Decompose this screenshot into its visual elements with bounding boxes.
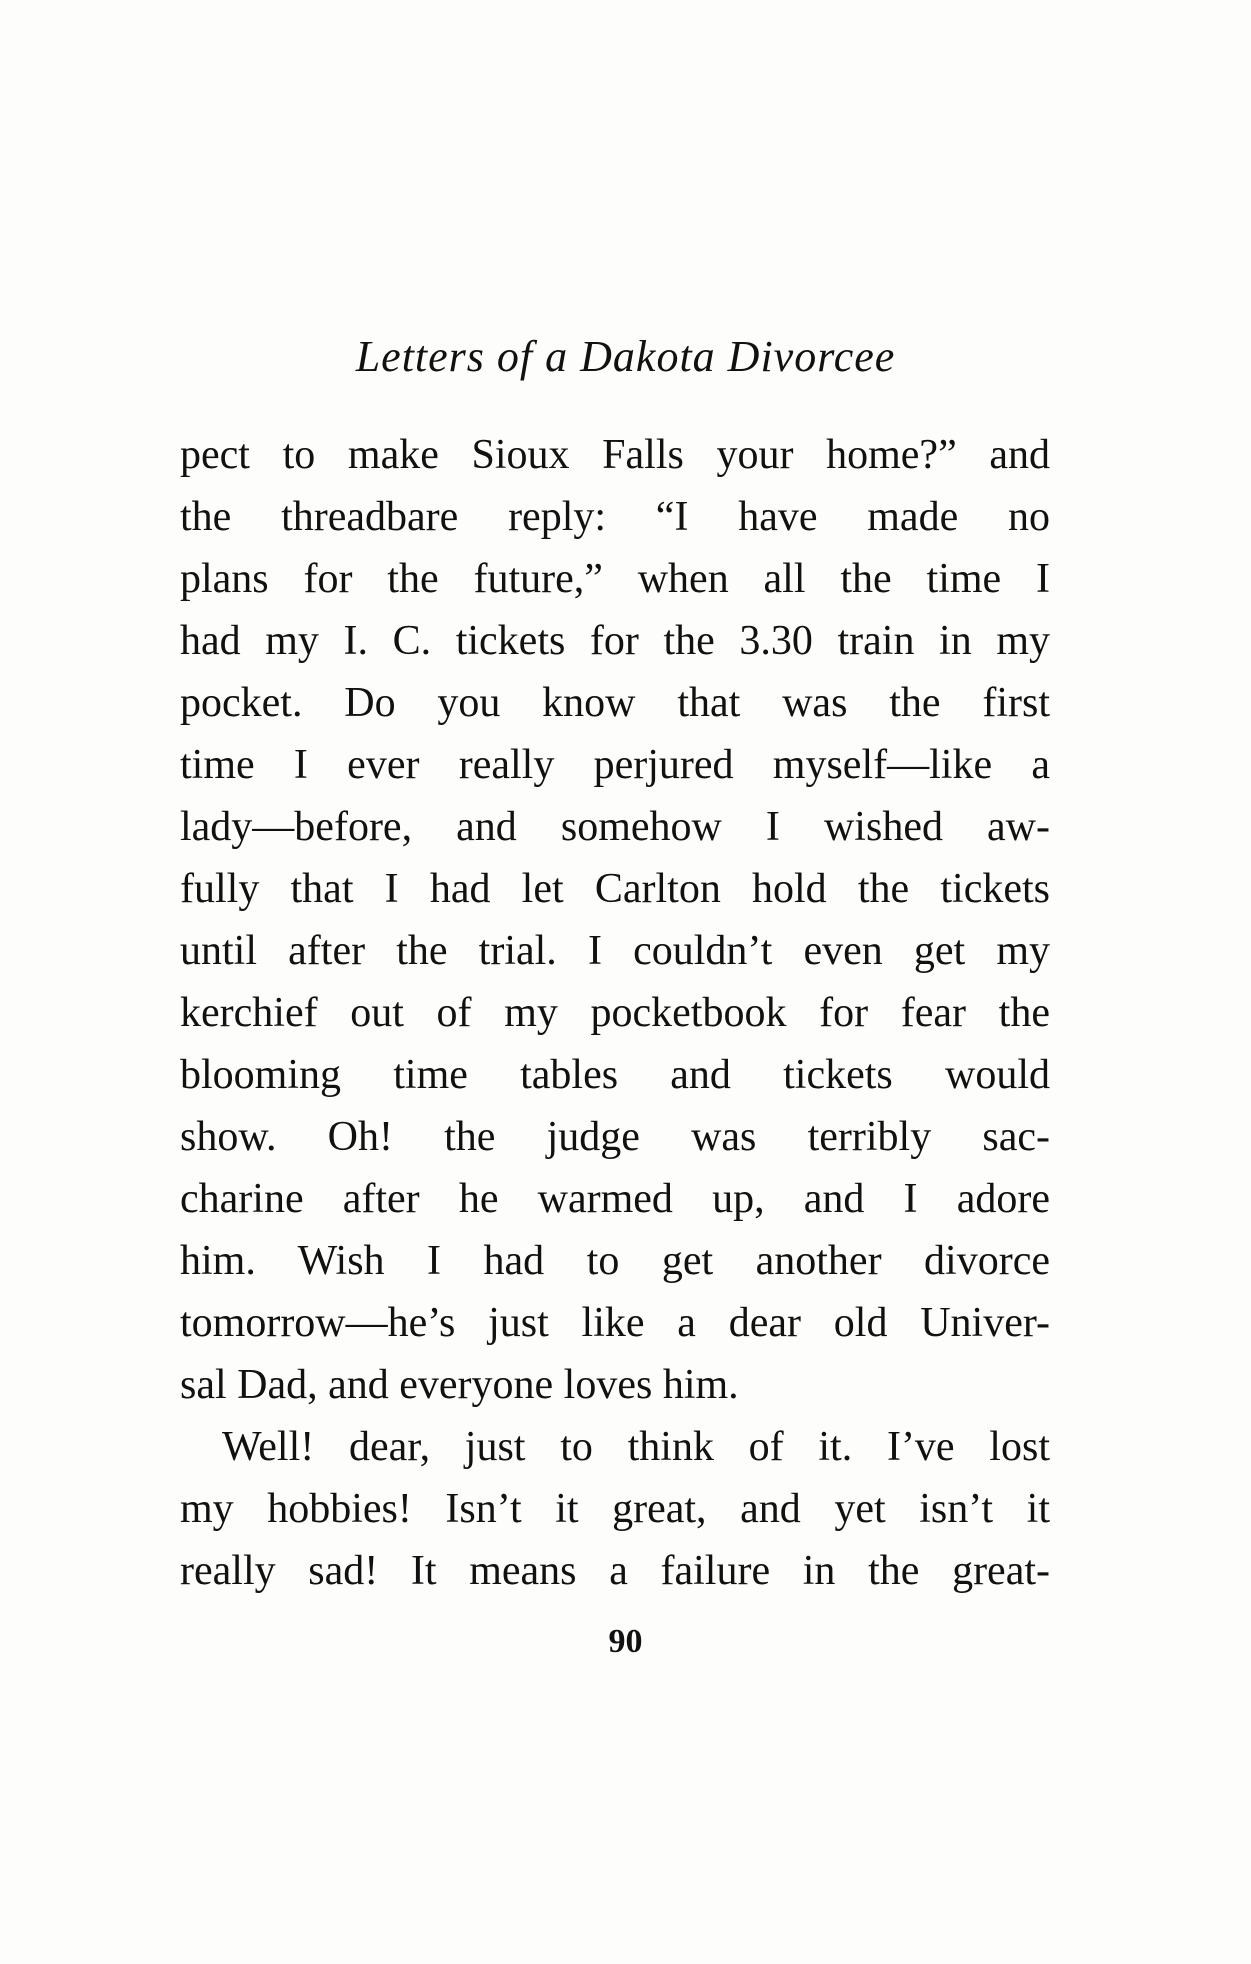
text-line: had my I. C. tickets for the 3.30 train in my [180,618,1050,664]
text-line: until after the trial. I couldn’t even get my [180,928,1050,974]
text-line: time I ever really perjured myself—like a [180,742,1050,788]
text-line: Well! dear, just to think of it. I’ve lost [222,1424,1050,1470]
text-line: pect to make Sioux Falls your home?” and [180,432,1050,478]
text-line: sal Dad, and everyone loves him. [180,1362,739,1408]
page-number: 90 [608,1623,643,1660]
running-head: Letters of a Dakota Divorcee [355,332,896,381]
text-line: charine after he warmed up, and I adore [180,1176,1050,1222]
text-line: fully that I had let Carlton hold the tickets [180,866,1050,912]
text-line: really sad! It means a failure in the great- [180,1548,1050,1594]
text-line: kerchief out of my pocketbook for fear the [180,990,1050,1036]
text-line: show. Oh! the judge was terribly sac- [180,1114,1050,1160]
text-line: my hobbies! Isn’t it great, and yet isn’t it [180,1486,1050,1532]
text-line: tomorrow—he’s just like a dear old Univer- [180,1300,1050,1346]
text-line: plans for the future,” when all the time I [180,556,1050,602]
text-line: blooming time tables and tickets would [180,1052,1050,1098]
text-line: him. Wish I had to get another divorce [180,1238,1050,1284]
text-line: the threadbare reply: “I have made no [180,494,1050,540]
text-line: pocket. Do you know that was the first [180,680,1050,726]
text-line: lady—before, and somehow I wished aw- [180,804,1050,850]
body-text [180,424,1050,1602]
